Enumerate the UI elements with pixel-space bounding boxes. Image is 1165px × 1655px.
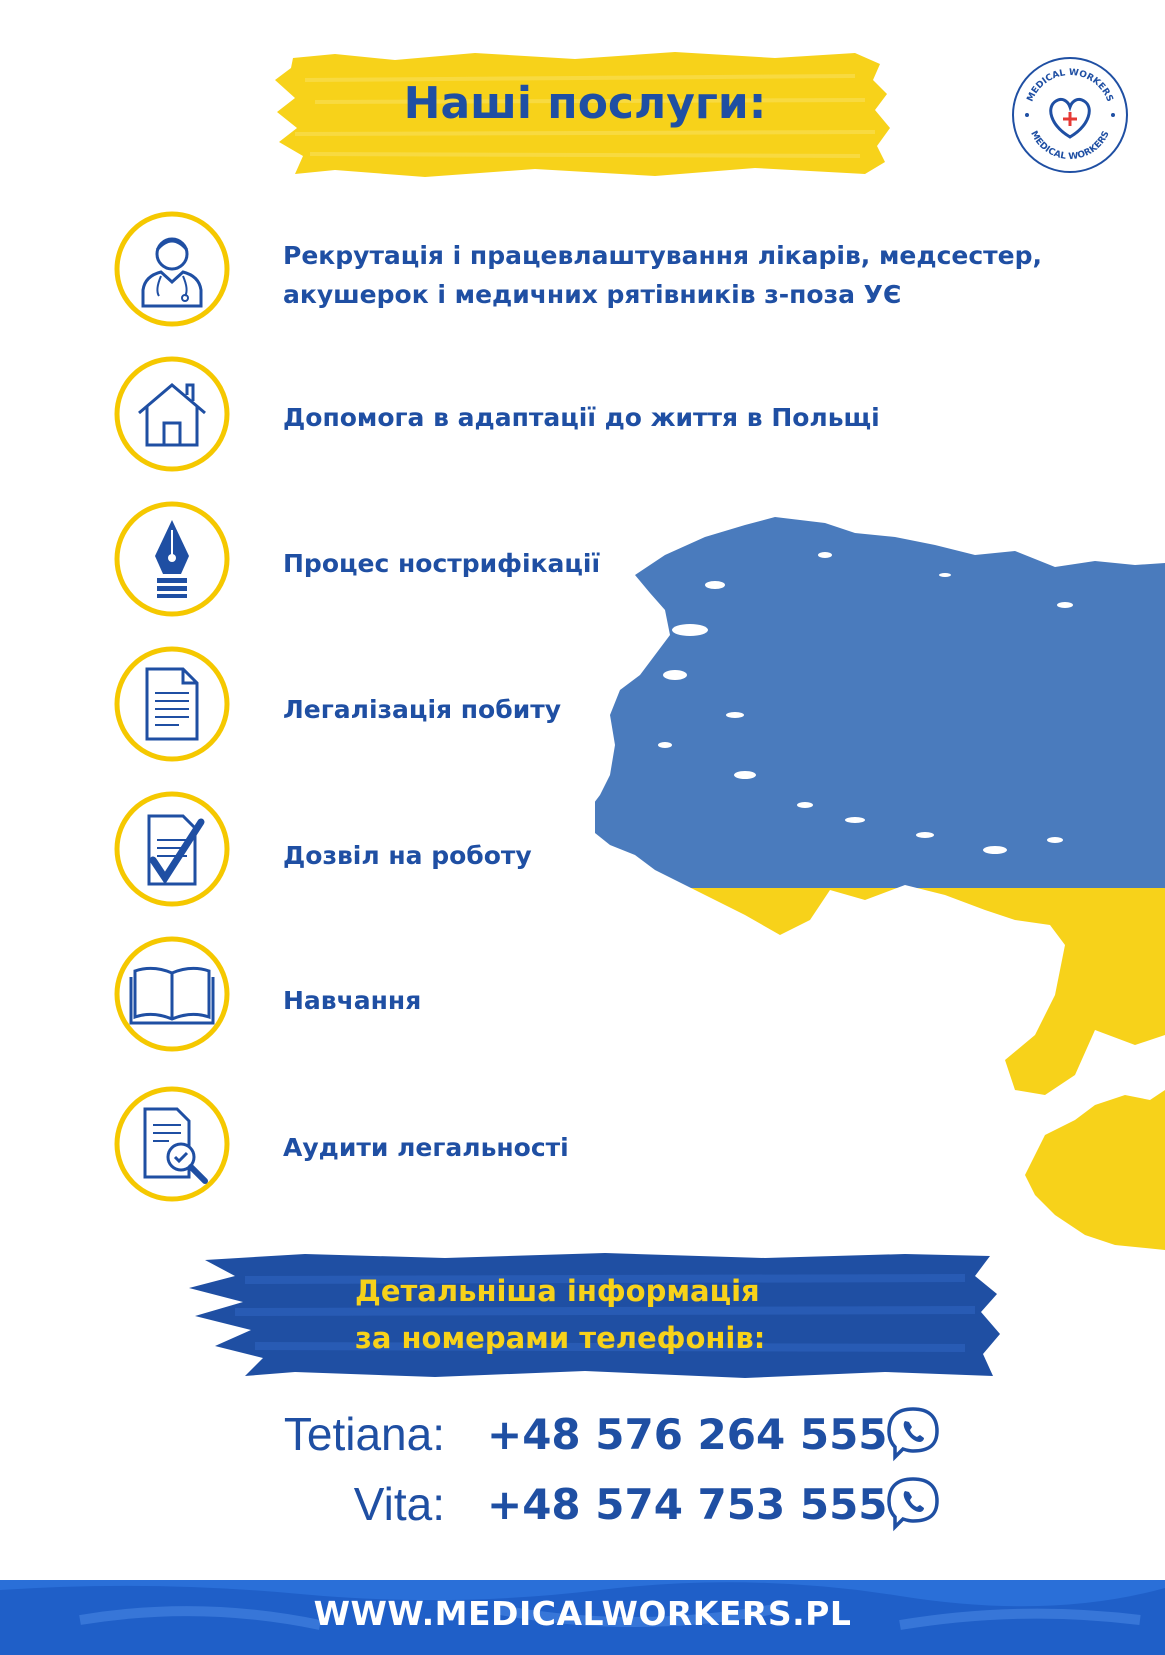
checklist-icon xyxy=(113,790,231,908)
website-link[interactable]: WWW.MEDICALWORKERS.PL xyxy=(313,1594,852,1633)
info-heading xyxy=(355,1268,875,1362)
fountain-pen-icon xyxy=(113,500,231,618)
open-book-icon xyxy=(113,935,231,1053)
document-icon xyxy=(113,645,231,763)
service-nostrification: Процес нострифікації xyxy=(283,549,601,578)
info-line-2: за номерами телефонів: xyxy=(355,1321,766,1355)
service-adaptation: Допомога в адаптації до життя в Польщі xyxy=(283,403,880,432)
audit-magnifier-icon xyxy=(113,1085,231,1203)
svg-text:MEDICAL WORKERS: MEDICAL WORKERS xyxy=(1025,67,1115,104)
viber-icon[interactable] xyxy=(885,1475,941,1533)
contact-phone-vita[interactable]: +48 574 753 555 xyxy=(487,1480,888,1529)
contact-name-tetiana: Tetiana: xyxy=(283,1408,445,1460)
service-line: акушерок і медичних рятівників з-поза УЄ xyxy=(283,280,902,309)
medical-workers-logo xyxy=(1010,55,1130,175)
doctor-icon xyxy=(113,210,231,328)
viber-icon[interactable] xyxy=(885,1405,941,1463)
ukraine-flag-map xyxy=(595,515,1165,1250)
house-icon xyxy=(113,355,231,473)
service-line: Рекрутація і працевлаштування лікарів, медсестер, xyxy=(283,241,1042,270)
contact-phone-tetiana[interactable]: +48 576 264 555 xyxy=(487,1410,888,1459)
service-residence-legalization: Легалізація побиту xyxy=(283,695,561,724)
service-training: Навчання xyxy=(283,986,422,1015)
service-legality-audits: Аудити легальності xyxy=(283,1133,569,1162)
page-title: Наші послуги: xyxy=(403,78,767,129)
info-line-1: Детальніша інформація xyxy=(355,1274,760,1308)
service-recruitment xyxy=(283,236,1042,314)
svg-text:MEDICAL WORKERS: MEDICAL WORKERS xyxy=(1028,129,1112,163)
contact-name-vita: Vita: xyxy=(353,1478,445,1530)
service-work-permit: Дозвіл на роботу xyxy=(283,841,532,870)
